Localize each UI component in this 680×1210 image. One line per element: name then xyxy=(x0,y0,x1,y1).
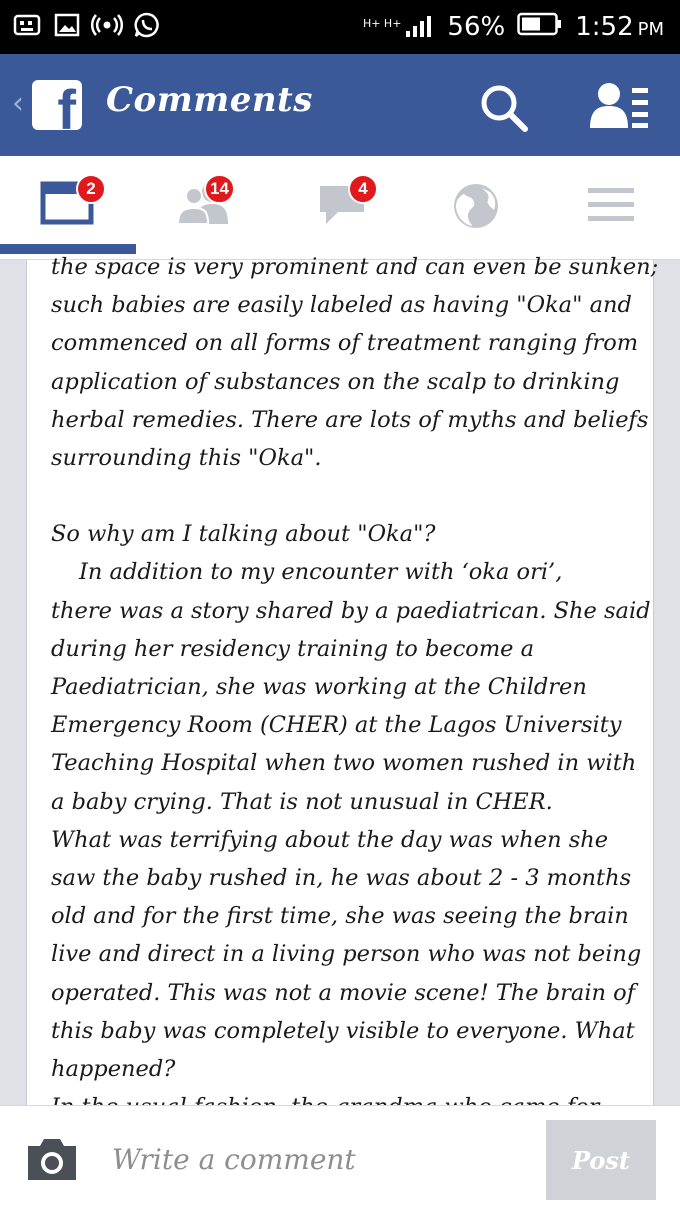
camera-icon[interactable] xyxy=(24,1136,80,1182)
post-line: there was a story shared by a paediatrican. She said xyxy=(51,597,651,624)
post-line: such babies are easily labeled as having "Oka" and xyxy=(51,292,632,319)
post-line: In addition to my encounter with ‘oka ori’, xyxy=(79,559,563,586)
whatsapp-icon xyxy=(134,12,160,38)
tab-friend-requests[interactable] xyxy=(176,178,246,238)
post-line: saw the baby rushed in, he was about 2 - 3 months xyxy=(51,865,632,892)
post-line: a baby crying. That is not unusual in CHER. xyxy=(51,788,553,815)
facebook-logo-icon[interactable]: f xyxy=(32,80,82,130)
tab-messages[interactable] xyxy=(318,178,388,238)
signal-icon xyxy=(363,16,435,38)
post-line: Emergency Room (CHER) at the Lagos University xyxy=(51,712,622,739)
post-line: this baby was completely visible to everyone. What xyxy=(51,1017,635,1044)
tab-notifications[interactable] xyxy=(450,178,520,238)
network-type: H+ H+ xyxy=(362,17,402,30)
battery-icon xyxy=(517,12,563,43)
menu-icon xyxy=(588,178,636,228)
page-title: Comments xyxy=(106,80,313,120)
app-header xyxy=(0,54,680,156)
tab-news-feed[interactable] xyxy=(40,178,110,238)
globe-icon xyxy=(450,178,502,230)
post-button[interactable]: Post xyxy=(546,1120,656,1200)
post-line: Paediatrician, she was working at the Children xyxy=(51,674,587,701)
keyboard-icon xyxy=(14,12,40,38)
post-line: surrounding this "Oka". xyxy=(51,445,322,472)
comment-composer xyxy=(0,1105,680,1210)
post-body xyxy=(51,248,659,1126)
status-right xyxy=(363,0,664,54)
comment-input[interactable] xyxy=(100,1130,520,1188)
back-chevron-icon[interactable]: ‹ xyxy=(12,86,24,121)
post-line: live and direct in a living person who was not being xyxy=(51,941,642,968)
post-line: application of substances on the scalp to drinking xyxy=(51,368,620,395)
battery-percent: 56% xyxy=(447,12,506,42)
tab-badge: 4 xyxy=(348,174,378,204)
post-line: commenced on all forms of treatment ranging from xyxy=(51,330,639,357)
post-line: What was terrifying about the day was when she xyxy=(51,826,609,853)
search-icon[interactable] xyxy=(478,82,530,134)
clock-time: 1:52 xyxy=(575,12,634,42)
clock-ampm: PM xyxy=(637,19,664,40)
post-line: herbal remedies. There are lots of myths and beliefs xyxy=(51,406,649,433)
post-line: operated. This was not a movie scene! The brain of xyxy=(51,979,636,1006)
notification-icons xyxy=(14,12,160,38)
post-line: old and for the first time, she was seeing the brain xyxy=(51,903,629,930)
tab-badge: 14 xyxy=(204,174,235,204)
tab-badge: 2 xyxy=(76,174,106,204)
post-line: So why am I talking about "Oka"? xyxy=(51,521,436,548)
post-line: the space is very prominent and can even be sunken; xyxy=(51,254,659,280)
tab-more[interactable] xyxy=(588,178,658,238)
friends-list-icon[interactable] xyxy=(590,80,650,132)
post-card xyxy=(26,254,659,1105)
paragraph-gap xyxy=(51,477,643,515)
post-line: during her residency training to become a xyxy=(51,635,535,662)
post-line: happened? xyxy=(51,1056,176,1083)
hotspot-icon xyxy=(94,12,120,38)
clock xyxy=(575,12,664,42)
status-bar xyxy=(0,0,680,54)
content-area[interactable] xyxy=(0,254,680,1105)
image-icon xyxy=(54,12,80,38)
post-line: Teaching Hospital when two women rushed in with xyxy=(51,750,637,777)
